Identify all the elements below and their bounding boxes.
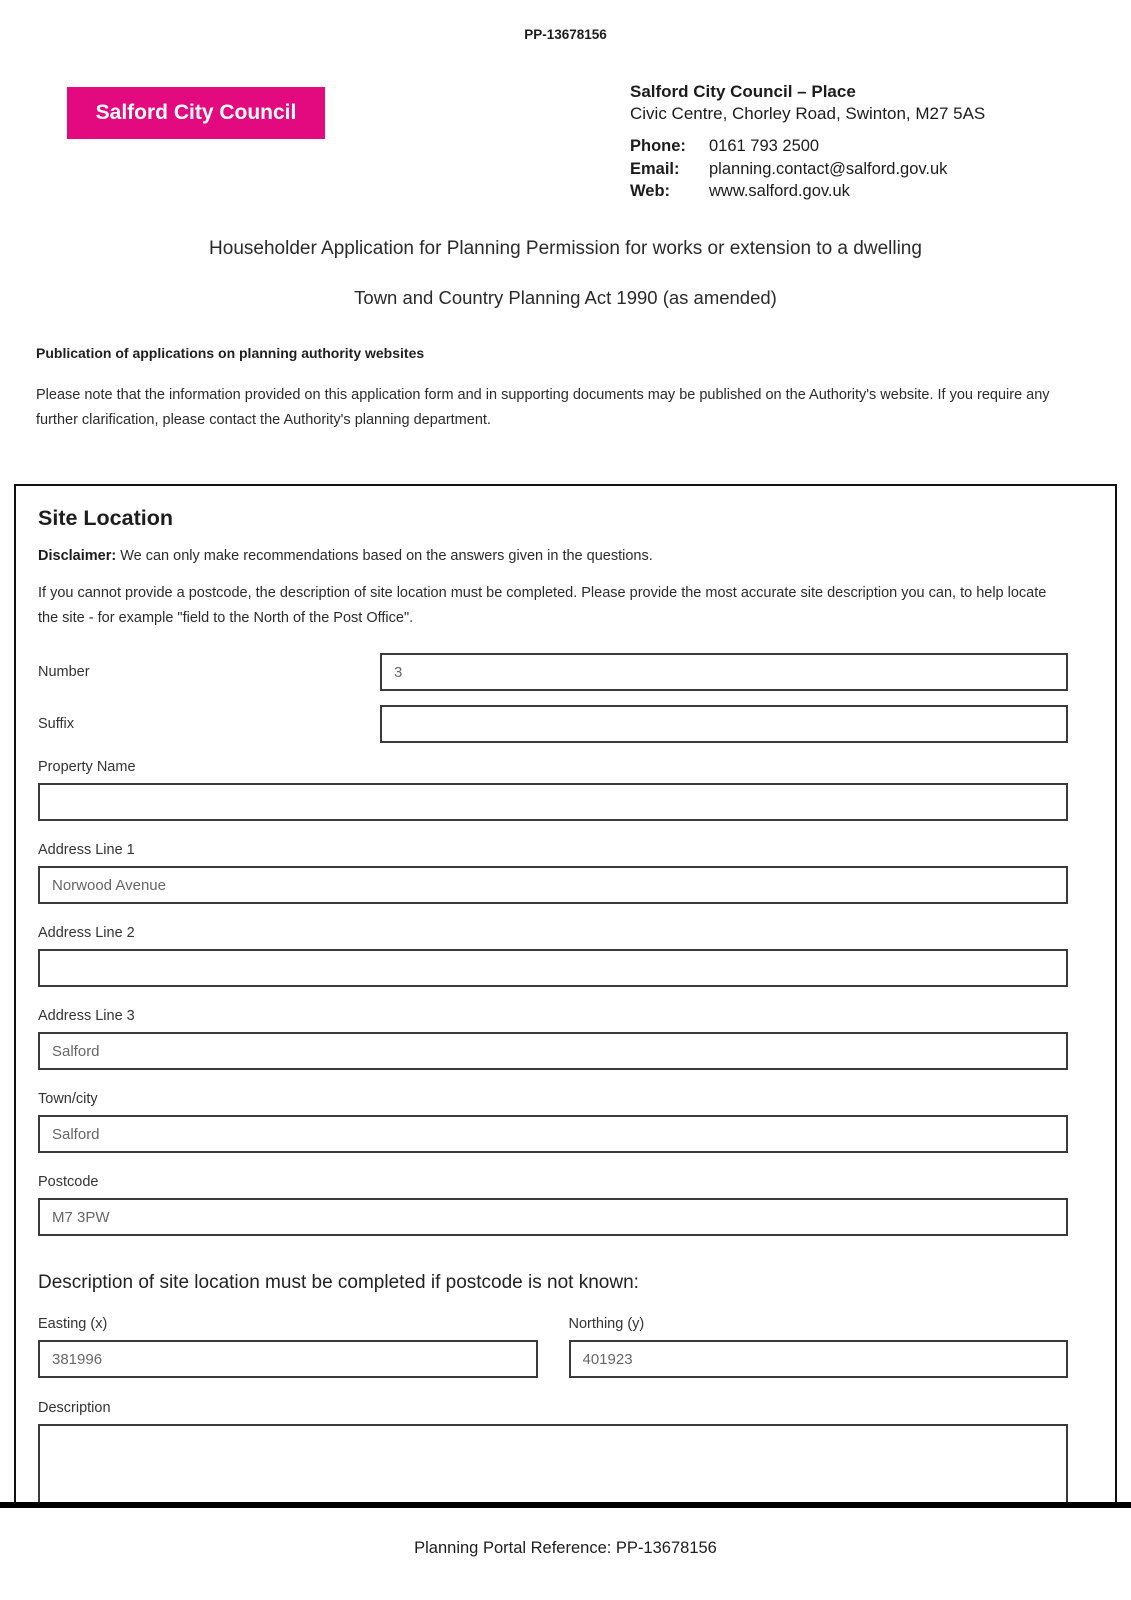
publication-heading: Publication of applications on planning authority websites [36, 345, 425, 361]
number-label: Number [38, 664, 90, 680]
description-label: Description [38, 1400, 111, 1416]
field-town-city [38, 1091, 1068, 1153]
web-label: Web: [630, 182, 671, 200]
town-city-input[interactable] [38, 1115, 1068, 1153]
contact-row-phone [630, 135, 1090, 158]
field-address-line-1 [38, 842, 1068, 904]
phone-value: 0161 793 2500 [709, 137, 820, 155]
coordinates-row [38, 1316, 1068, 1378]
address-line-2-label: Address Line 2 [38, 925, 135, 941]
footer-reference: Planning Portal Reference: PP-13678156 [414, 1539, 717, 1557]
form-title: Householder Application for Planning Permission for works or extension to a dwelling [209, 238, 922, 259]
form-subtitle: Town and Country Planning Act 1990 (as amended) [354, 287, 777, 308]
northing-label: Northing (y) [568, 1316, 645, 1332]
easting-input[interactable] [38, 1340, 538, 1378]
org-name: Salford City Council – Place [630, 82, 856, 101]
address-line-2-input[interactable] [38, 949, 1068, 987]
site-description-heading: Description of site location must be completed if postcode is not known: [38, 1272, 639, 1293]
town-city-label: Town/city [38, 1091, 98, 1107]
easting-label: Easting (x) [38, 1316, 108, 1332]
council-logo-text: Salford City Council [95, 101, 297, 124]
contact-rows [630, 135, 1090, 203]
description-textarea[interactable] [38, 1424, 1068, 1502]
field-description [38, 1400, 1068, 1502]
field-postcode [38, 1174, 1068, 1236]
disclaimer-text: We can only make recommendations based on the answers given in the questions. [116, 548, 653, 564]
header [0, 42, 1131, 204]
northing-input[interactable] [569, 1340, 1069, 1378]
disclaimer-label: Disclaimer: [38, 548, 117, 564]
address-line-1-input[interactable] [38, 866, 1068, 904]
suffix-label: Suffix [38, 716, 75, 732]
site-location-section [14, 484, 1117, 1502]
field-address-line-3 [38, 1008, 1068, 1070]
site-location-heading: Site Location [38, 506, 173, 530]
address-line-3-input[interactable] [38, 1032, 1068, 1070]
postcode-input[interactable] [38, 1198, 1068, 1236]
property-name-label: Property Name [38, 759, 136, 775]
field-easting [38, 1316, 538, 1378]
field-property-name [38, 759, 1068, 821]
field-address-line-2 [38, 925, 1068, 987]
phone-label: Phone: [630, 137, 686, 155]
postcode-label: Postcode [38, 1174, 99, 1190]
address-line-1-label: Address Line 1 [38, 842, 135, 858]
email-value: planning.contact@salford.gov.uk [709, 159, 948, 178]
property-name-input[interactable] [38, 783, 1068, 821]
suffix-input[interactable] [380, 705, 1068, 743]
site-location-intro: If you cannot provide a postcode, the description of site location must be completed. Please provide the most accurate site description you can, to help locate the site - for example "field to the North of the Post Office". [38, 585, 1047, 626]
contact-row-email [630, 158, 1090, 181]
council-logo [67, 87, 325, 139]
field-suffix [38, 705, 1068, 743]
application-reference: PP-13678156 [524, 27, 607, 42]
email-label: Email: [630, 159, 680, 178]
disclaimer [38, 548, 1068, 564]
number-input[interactable] [380, 653, 1068, 691]
field-northing [569, 1316, 1069, 1378]
address-line-3-label: Address Line 3 [38, 1008, 135, 1024]
contact-row-web [630, 180, 1090, 203]
publication-body: Please note that the information provided on this application form and in supporting documents may be published on the Authority's website. If you require any further clarification, please contact the Authority's planning department. [36, 387, 1050, 428]
contact-block [630, 81, 1090, 203]
org-address: Civic Centre, Chorley Road, Swinton, M27 5AS [630, 104, 986, 123]
field-number [38, 653, 1068, 691]
web-value: www.salford.gov.uk [709, 182, 850, 200]
